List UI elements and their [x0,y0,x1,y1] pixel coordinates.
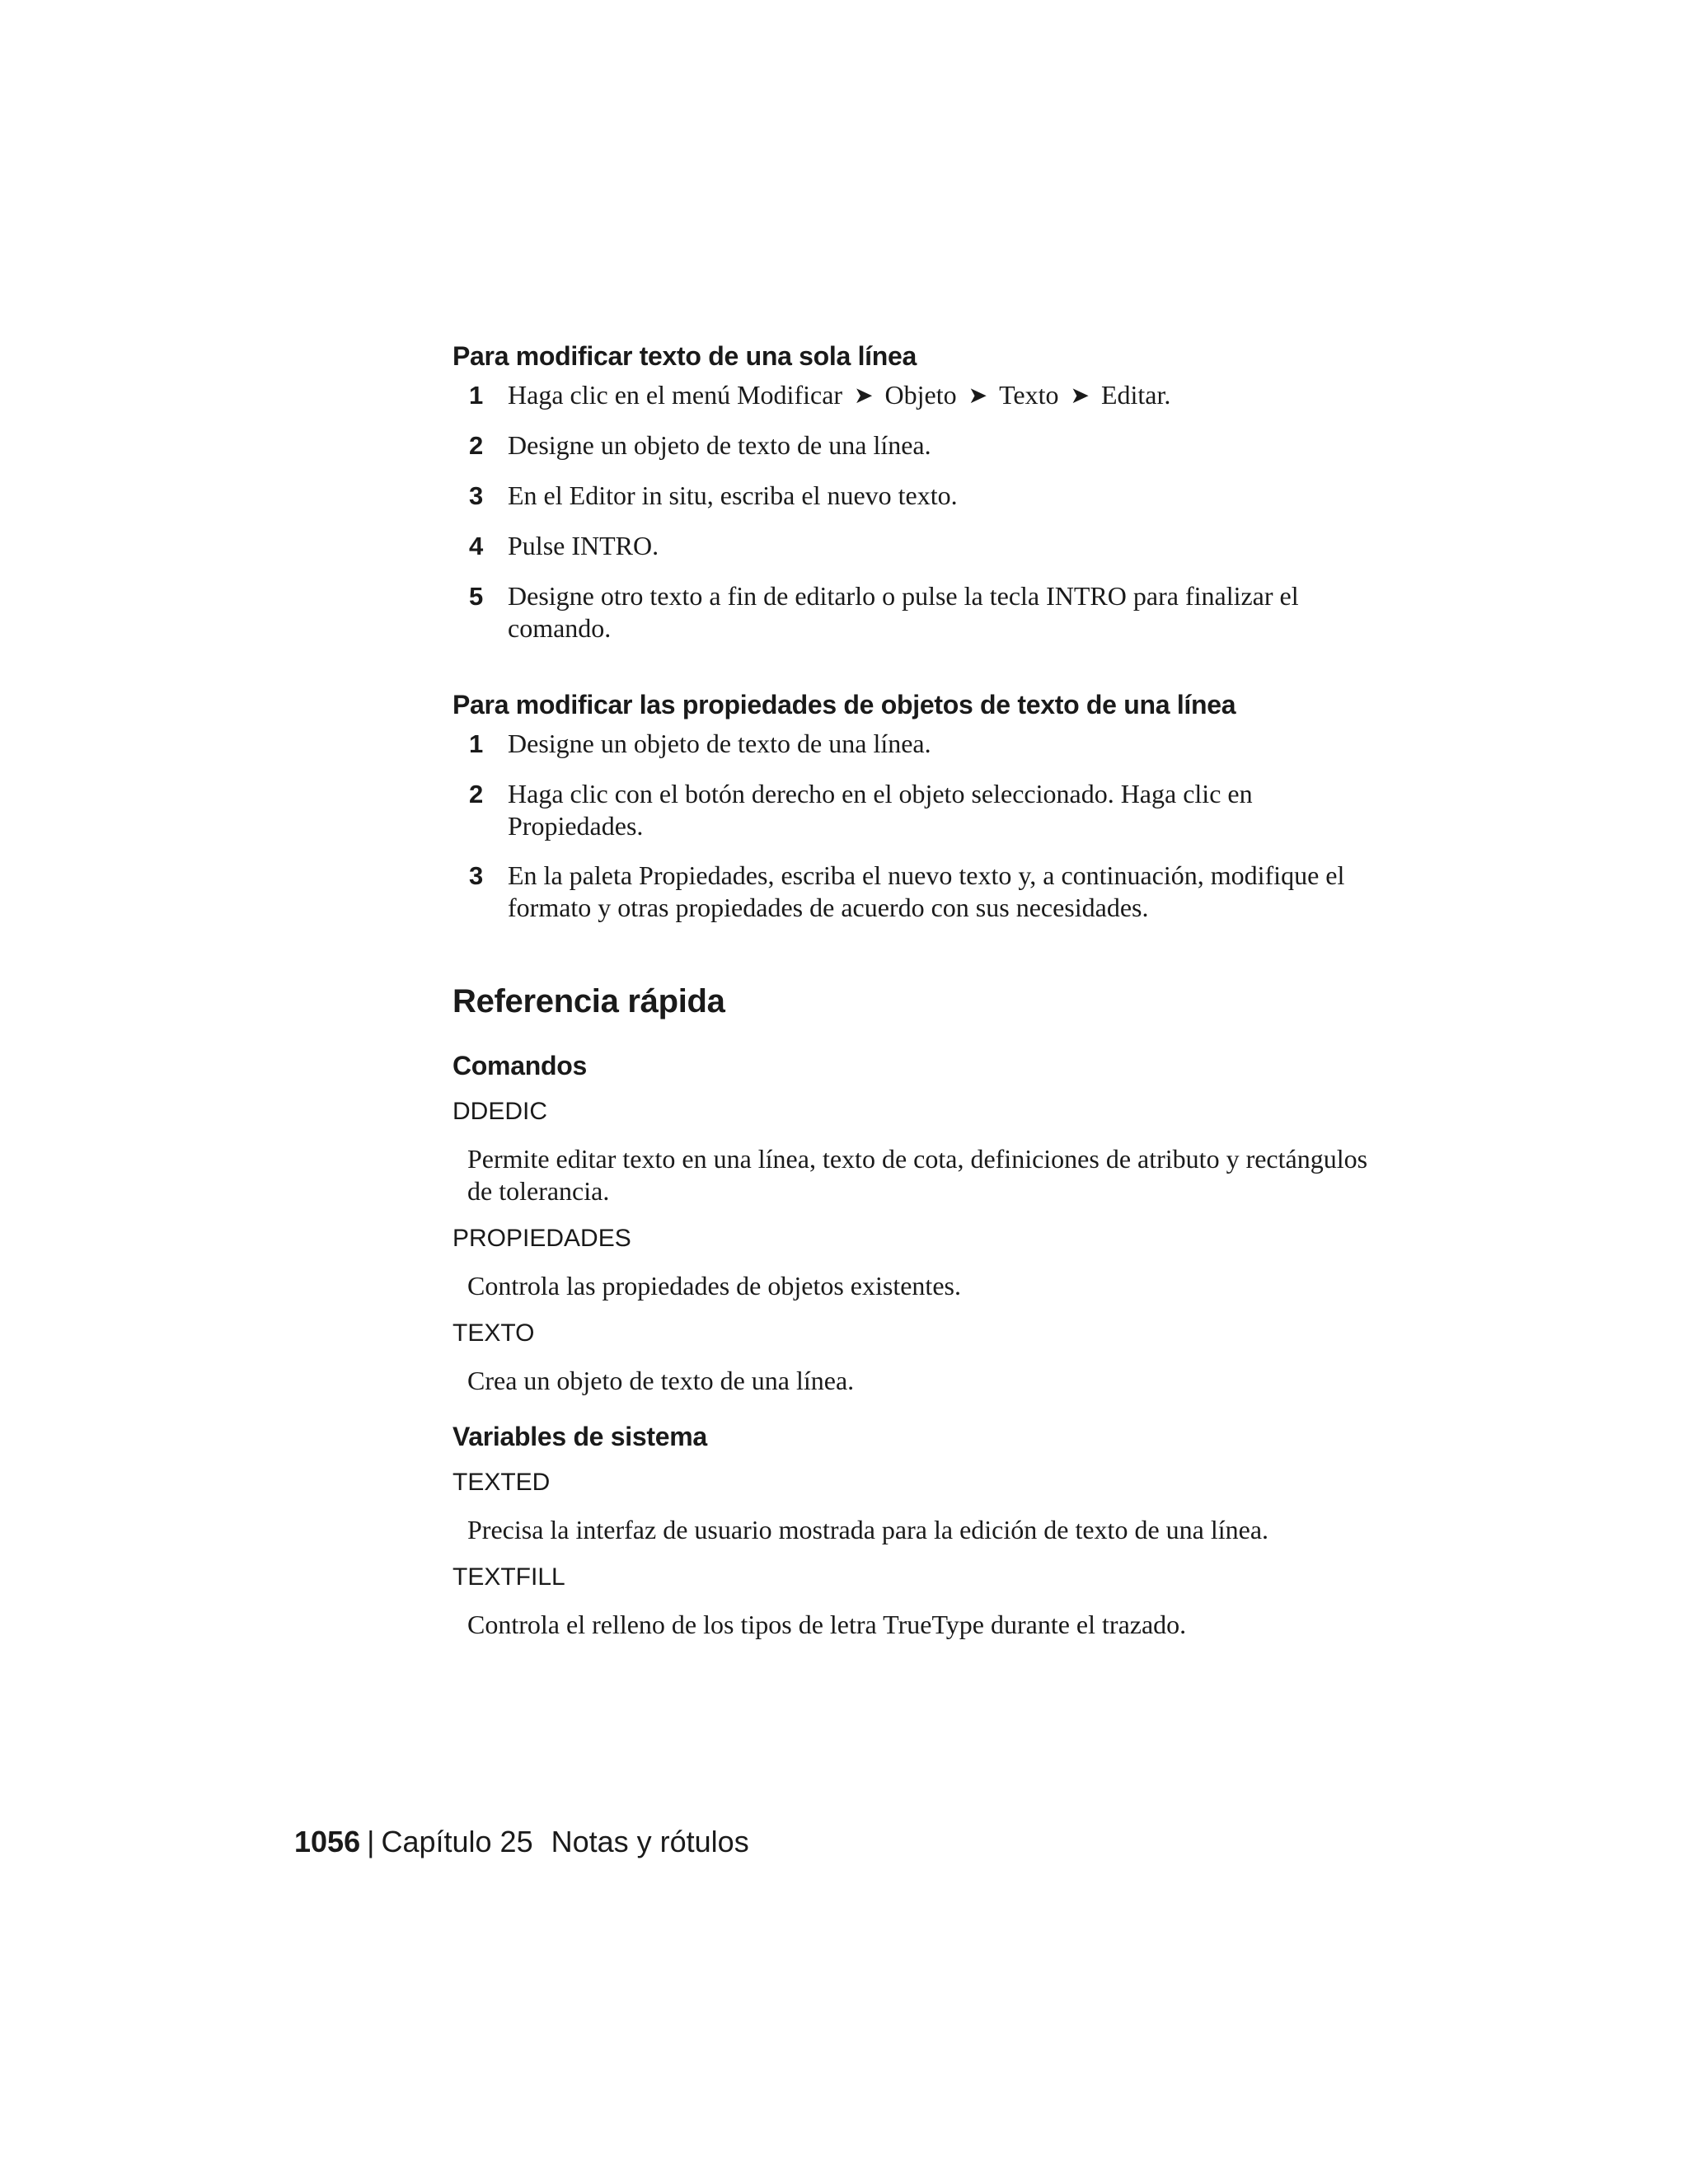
menu-arrow-icon: ➤ [854,383,874,409]
variable-description: Controla el relleno de los tipos de letra TrueType durante el trazado. [467,1610,1187,1639]
step-text-prefix: Haga clic en el menú Modificar [508,380,843,410]
chapter-label: Capítulo 25 [381,1825,533,1858]
list-item [452,728,1376,761]
step-text [508,379,1376,412]
step-number: 3 [469,481,484,510]
command-term: PROPIEDADES [452,1225,631,1252]
step-number: 5 [469,582,484,611]
list-item [452,429,1376,462]
menu-path-item: Editar. [1100,380,1171,410]
page-number: 1056 [294,1825,361,1858]
command-description: Controla las propiedades de objetos existentes. [467,1271,961,1301]
menu-arrow-icon: ➤ [1070,383,1090,409]
step-number: 2 [469,431,484,460]
command-term: TEXTO [452,1319,535,1347]
menu-path-item: Texto [999,380,1059,410]
step-text: En la paleta Propiedades, escriba el nuevo texto y, a continuación, modifique el formato y otras propiedades de acuerdo con sus necesidades. [508,860,1345,922]
section-title-quick-reference: Referencia rápida [452,983,725,1019]
procedure-heading-edit-properties: Para modificar las propiedades de objetos de texto de una línea [452,690,1236,719]
page-content [452,338,1376,1641]
command-description: Permite editar texto en una línea, texto de cota, definiciones de atributo y rectángulos de tolerancia. [467,1144,1368,1206]
step-number: 1 [469,729,484,758]
list-item [452,860,1376,924]
chapter-title: Notas y rótulos [551,1825,749,1858]
step-text: Designe un objeto de texto de una línea. [508,430,931,460]
variable-description: Precisa la interfaz de usuario mostrada para la edición de texto de una línea. [467,1515,1269,1544]
page-footer [294,1822,749,1862]
sub-heading-system-variables: Variables de sistema [452,1422,707,1451]
menu-path-item: Objeto [884,380,957,410]
list-item [452,480,1376,513]
list-item [452,580,1376,644]
procedure-steps-edit-single-line [452,379,1376,644]
menu-arrow-icon: ➤ [968,383,988,409]
command-description: Crea un objeto de texto de una línea. [467,1366,855,1395]
step-number: 1 [469,381,484,410]
step-text: Designe otro texto a fin de editarlo o pulse la tecla INTRO para finalizar el comando. [508,581,1299,643]
footer-separator: | [367,1825,375,1858]
step-text: En el Editor in situ, escriba el nuevo texto. [508,480,958,510]
step-number: 4 [469,532,484,560]
procedure-steps-edit-properties [452,728,1376,924]
variable-term: TEXTED [452,1469,551,1496]
command-term: DDEDIC [452,1098,548,1125]
list-item [452,778,1376,842]
step-text: Designe un objeto de texto de una línea. [508,729,931,758]
step-number: 3 [469,861,484,890]
step-text: Haga clic con el botón derecho en el objeto seleccionado. Haga clic en Propiedades. [508,779,1253,841]
list-item [452,530,1376,563]
list-item [452,379,1376,412]
sub-heading-commands: Comandos [452,1051,587,1080]
variable-term: TEXTFILL [452,1563,565,1591]
procedure-heading-edit-single-line: Para modificar texto de una sola línea [452,341,917,371]
step-text: Pulse INTRO. [508,531,659,560]
step-number: 2 [469,780,484,808]
